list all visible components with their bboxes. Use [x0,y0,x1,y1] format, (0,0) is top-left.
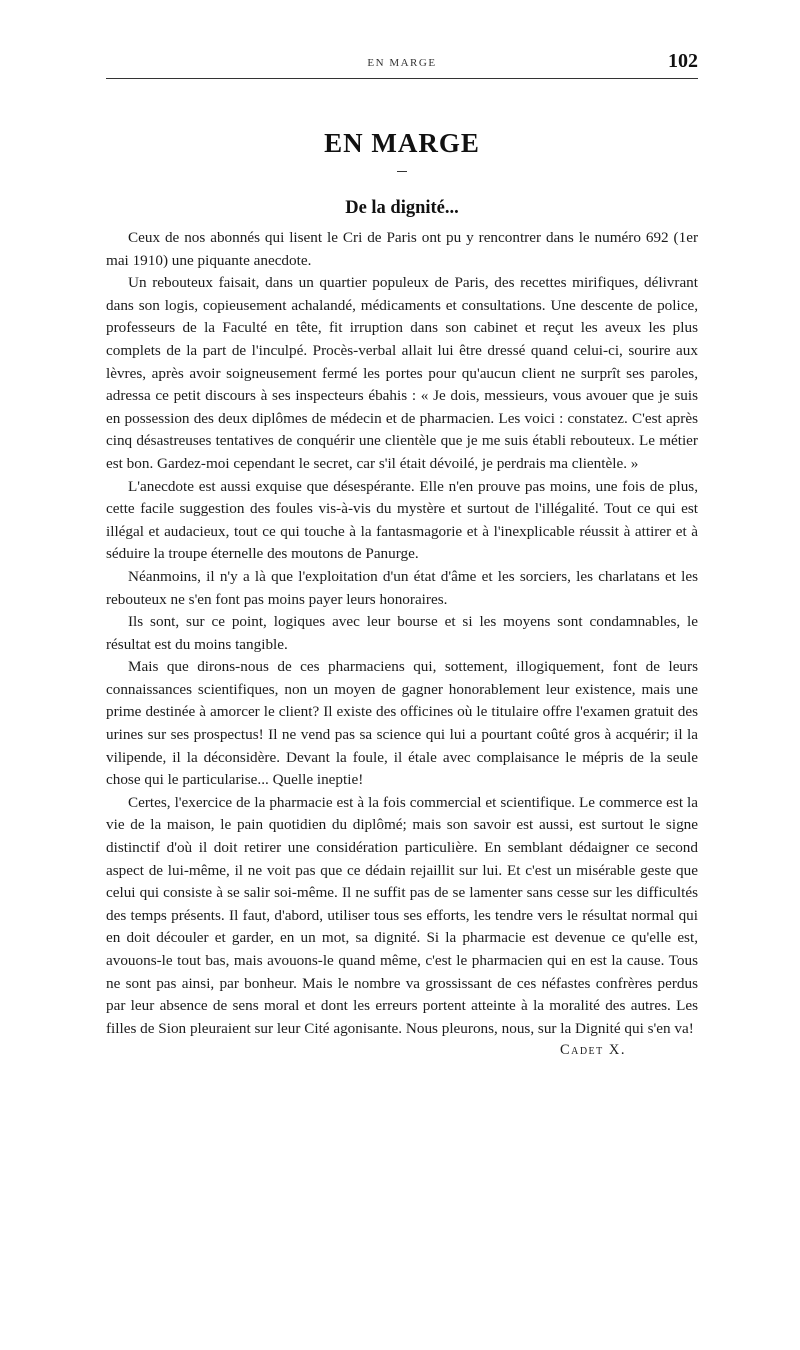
paragraph: L'anecdote est aussi exquise que désespérante. Elle n'en prouve pas moins, une fois de plus, cette facile suggestion des foules vis-à-vis du mystère et surtout de l'illégalité. Tout ce qui est illégal et audacieux, tout ce qui touche à la fantasmagorie et à l'inexplicable réussit à attirer et à séduire la troupe éternelle des moutons de Panurge. [106,477,698,563]
paragraph: Mais que dirons-nous de ces pharmaciens qui, sottement, illogiquement, font de leurs connaissances scientifiques, non un moyen de gagner honorablement leur existence, mais une prime destinée à amorcer le client? Il existe des officines où le titulaire offre l'examen gratuit des urines sur ses prospectus! Il ne vend pas sa science qui lui a pourtant coûté gros à acquérir; il la vilipende, il la déconsidère. Devant la foule, il étale avec complaisance le mépris de la seule chose qui le particularise... Quelle ineptie! [106,658,698,789]
article-subtitle: De la dignité... [345,198,459,218]
paragraph: Néanmoins, il n'y a là que l'exploitation d'un état d'âme et les sorciers, les charlatans et les rebouteux ne s'en font pas moins payer leurs honoraires. [106,567,698,608]
paragraph: Ils sont, sur ce point, logiques avec leur bourse et si les moyens sont condamnables, le résultat est du moins tangible. [106,613,698,653]
paragraph: Ceux de nos abonnés qui lisent le Cri de Paris ont pu y rencontrer dans le numéro 692 (1er mai 1910) une piquante anecdote. [106,229,698,269]
article-body [106,227,698,1040]
running-title: EN MARGE [367,57,437,69]
running-header [106,48,698,79]
paragraph: Un rebouteux faisait, dans un quartier populeux de Paris, des recettes mirifiques, délivrant dans son logis, copieusement achalandé, médicaments et consultations. Une descente de police, professeurs de la Faculté en tête, fit irruption dans son cabinet et reçut les aveux les plus complets de la part de l'inculpé. Procès-verbal allait lui être dressé quand celui-ci, sourire aux lèvres, après avoir soigneusement fermé les portes pour qu'aucun client ne surprît ses paroles, adressa ce petit discours à ses inspecteurs ébahis : « Je dois, messieurs, vous avouer que je suis en possession des deux diplômes de médecin et de pharmacien. Les voici : constatez. C'est après cinq désastreuses tentatives de conquérir une clientèle que je me suis établi rebouteux. Le métier est bon. Gardez-moi cependant le secret, car s'il était dévoilé, je perdrais ma clientèle. » [106,274,698,472]
article-title: EN MARGE [324,128,480,158]
page-number: 102 [668,50,698,72]
author-signature: Cadet X. [559,1042,626,1059]
paragraph: Certes, l'exercice de la pharmacie est à la fois commercial et scientifique. Le commerce est la vie de la maison, le pain quotidien du diplômé; mais son savoir est aussi, est surtout le signe distinctif d'où il doit retirer une considération particulière. En semblant dédaigner ce second aspect de lui-même, il ne voit pas que ce dédain rejaillit sur lui. Et c'est un misérable geste que celui qui consiste à se salir soi-même. Il ne suffit pas de se lamenter sans cesse sur les difficultés des temps présents. Il faut, d'abord, utiliser tous ses efforts, les tendre vers le résultat normal qui en doit découler et garder, en un mot, sa dignité. Si la pharmacie est devenue ce qu'elle est, avouons-le tout bas, mais avouons-le quand même, c'est le pharmacien qui en est la cause. Tous ne sont pas ainsi, par bonheur. Mais le nombre va grossissant de ces néfastes confrères perdus par leur absence de sens moral et dont les erreurs portent atteinte à la moralité des autres. Les filles de Sion pleuraient sur leur Cité agonisante. Nous pleurons, nous, sur la Dignité qui s'en va! [106,793,698,1037]
document-page [106,48,698,1060]
title-divider [397,171,407,172]
